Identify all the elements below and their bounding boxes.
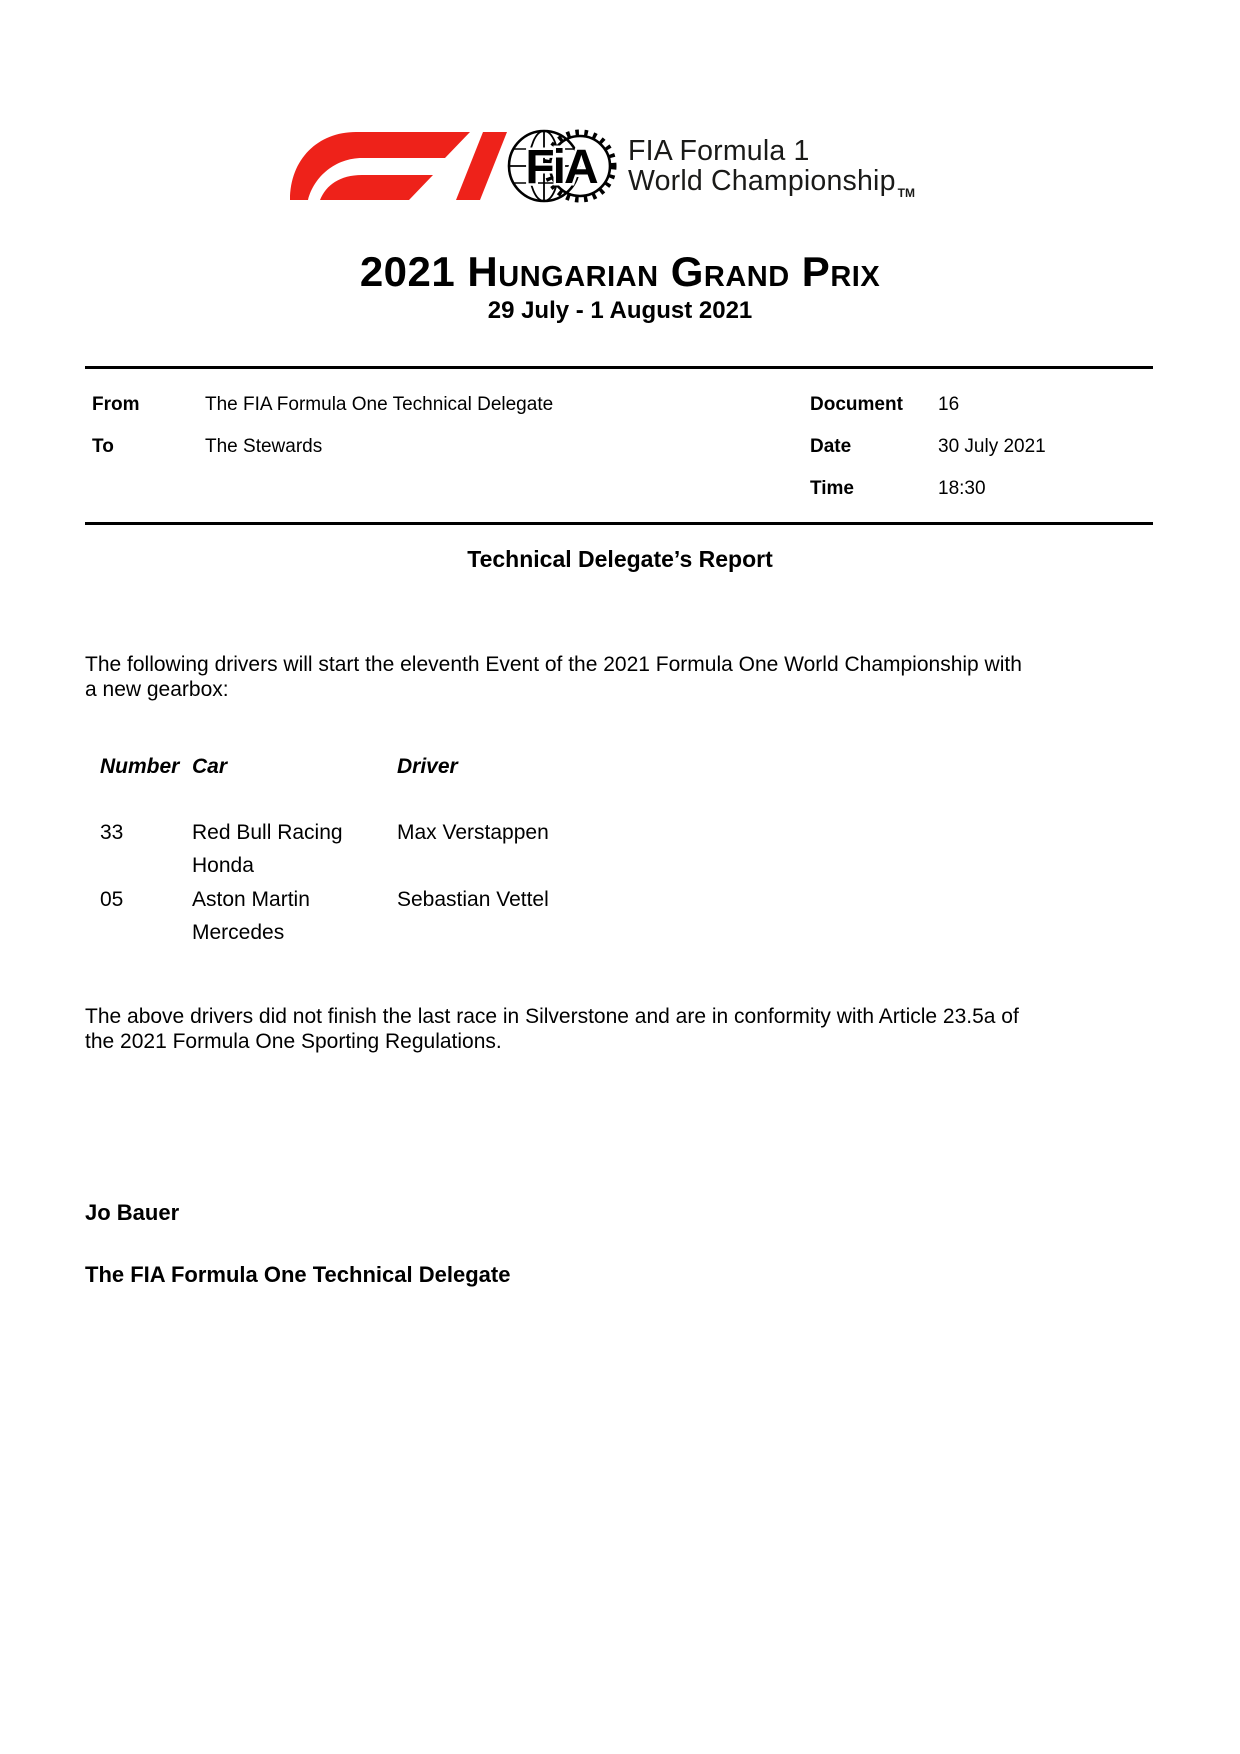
car-number: 33 xyxy=(100,820,124,844)
document-meta xyxy=(85,388,1155,514)
driver-name: Sebastian Vettel xyxy=(397,887,549,911)
series-wordmark-line1: FIA Formula 1 xyxy=(628,135,810,167)
trademark-mark: TM xyxy=(897,186,915,200)
driver-name: Max Verstappen xyxy=(397,820,549,844)
conformity-line: The above drivers did not finish the last race in Silverstone and are in conformity with Article 23.5a of xyxy=(85,1005,1019,1028)
time-label: Time xyxy=(810,478,855,499)
signature-name: Jo Bauer xyxy=(85,1200,180,1225)
date-label: Date xyxy=(810,436,852,457)
document-label: Document xyxy=(810,394,903,415)
report-heading: Technical Delegate’s Report xyxy=(467,546,773,572)
fia-emblem-icon xyxy=(506,120,618,212)
table-header-row xyxy=(100,750,1000,784)
fia-monogram-text: FiA xyxy=(525,141,597,194)
to-label: To xyxy=(92,436,114,457)
to-value: The Stewards xyxy=(205,436,323,457)
table-row xyxy=(100,816,1000,883)
table-row xyxy=(100,883,1000,950)
car-number: 05 xyxy=(100,887,124,911)
event-title: 2021 Hungarian Grand Prix xyxy=(359,248,881,295)
gearbox-table xyxy=(100,750,1000,950)
series-wordmark xyxy=(628,136,915,201)
intro-line: The following drivers will start the eleventh Event of the 2021 Formula One World Championship with xyxy=(85,653,1022,676)
event-date-range: 29 July - 1 August 2021 xyxy=(487,297,753,324)
from-label: From xyxy=(92,394,140,415)
column-header-driver: Driver xyxy=(397,755,458,778)
intro-paragraph xyxy=(85,652,1170,702)
date-value: 30 July 2021 xyxy=(938,436,1046,457)
divider-bottom xyxy=(85,522,1153,525)
intro-line: a new gearbox: xyxy=(85,678,229,701)
divider-top xyxy=(85,366,1153,369)
column-header-car: Car xyxy=(192,755,228,778)
conformity-paragraph xyxy=(85,1004,1170,1054)
from-value: The FIA Formula One Technical Delegate xyxy=(205,394,554,415)
column-header-number: Number xyxy=(100,755,180,778)
f1-logo-icon xyxy=(290,132,507,200)
car-name: Red Bull Racing Honda xyxy=(192,820,343,877)
signature-role: The FIA Formula One Technical Delegate xyxy=(85,1262,511,1287)
document-value: 16 xyxy=(938,394,960,415)
conformity-line: the 2021 Formula One Sporting Regulations. xyxy=(85,1030,502,1053)
car-name: Aston Martin Mercedes xyxy=(192,887,310,944)
series-wordmark-line2: World Championship $_{TM}$ xyxy=(628,165,915,200)
time-value: 18:30 xyxy=(938,478,986,499)
